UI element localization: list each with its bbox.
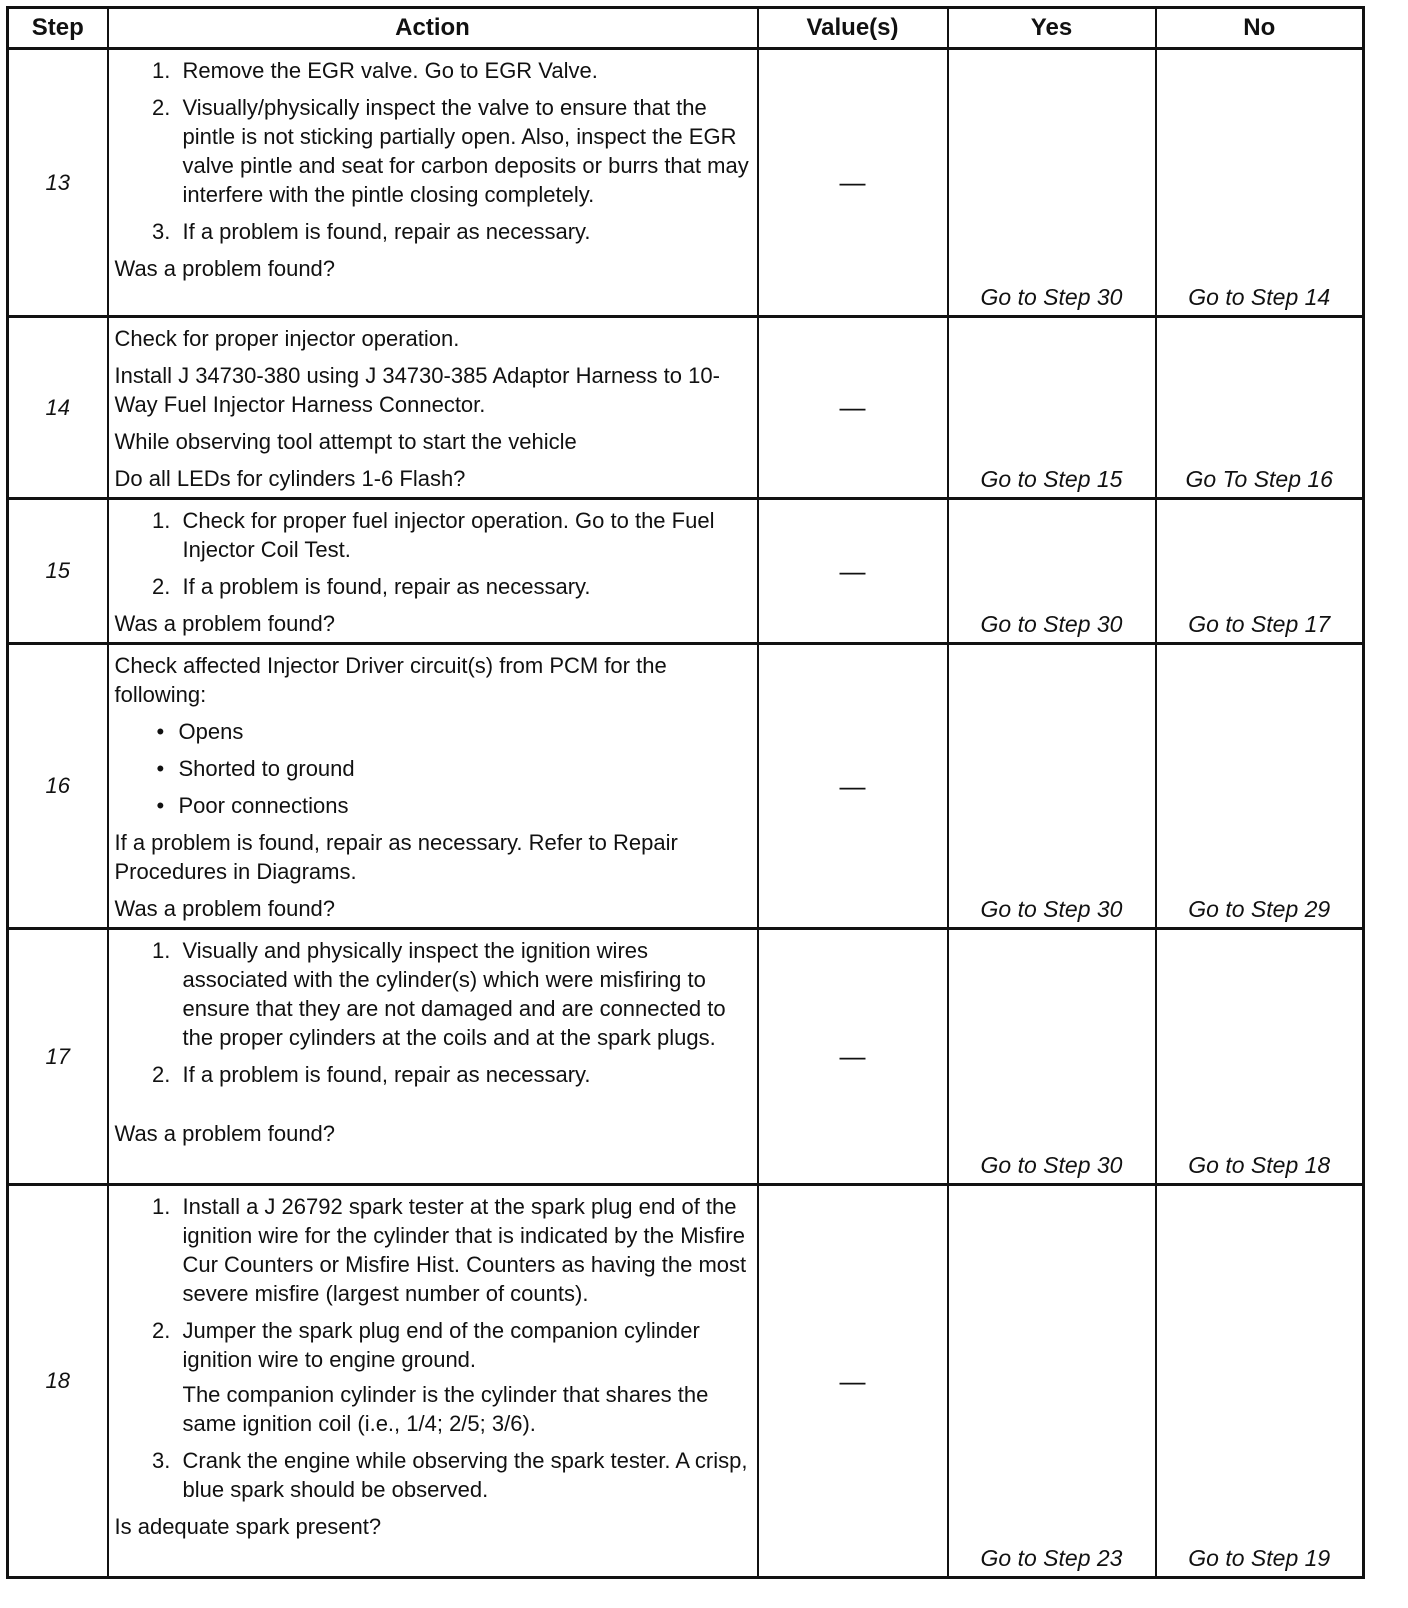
- action-item: 3. Crank the engine while observing the spark tester. A crisp, blue spark should be observed.: [177, 1446, 753, 1504]
- value-cell: —: [758, 499, 948, 644]
- action-item: 3. If a problem is found, repair as necessary.: [177, 217, 753, 246]
- action-text: Install J 34730-380 using J 34730-385 Adaptor Harness to 10-Way Fuel Injector Harness Connector.: [114, 363, 720, 417]
- no-link[interactable]: Go to Step 29: [1156, 644, 1364, 929]
- action-item: [177, 1316, 753, 1438]
- table-row-step-14: [8, 317, 1364, 499]
- action-list: [115, 936, 753, 1089]
- no-link[interactable]: Go to Step 17: [1156, 499, 1364, 644]
- table-row-step-18: [8, 1185, 1364, 1578]
- table-row-step-13: [8, 49, 1364, 317]
- header-values: Value(s): [758, 8, 948, 49]
- step-number: 15: [8, 499, 108, 644]
- step-number: 17: [8, 929, 108, 1185]
- action-text: Check affected Injector Driver circuit(s) from PCM for the following:: [114, 653, 667, 707]
- table-row-step-15: [8, 499, 1364, 644]
- value-cell: —: [758, 317, 948, 499]
- action-question: Was a problem found?: [114, 611, 336, 636]
- no-link[interactable]: Go to Step 18: [1156, 929, 1364, 1185]
- action-item: 1. Install a J 26792 spark tester at the spark plug end of the ignition wire for the cylinder that is indicated by the Misfire Cur Counters or Misfire Hist. Counters as having the most severe misfire (largest number of counts).: [177, 1192, 753, 1308]
- header-row: [8, 8, 1364, 49]
- yes-link[interactable]: Go to Step 23: [948, 1185, 1156, 1578]
- step-number: 13: [8, 49, 108, 317]
- action-item: 2. If a problem is found, repair as necessary.: [177, 572, 753, 601]
- no-link[interactable]: Go to Step 14: [1156, 49, 1364, 317]
- action-item: 1. Visually and physically inspect the ignition wires associated with the cylinder(s) which were misfiring to ensure that they are not damaged and are connected to the proper cylinders at the coils and at the spark plugs.: [177, 936, 753, 1052]
- action-item-text: 2. Jumper the spark plug end of the companion cylinder ignition wire to engine ground.: [182, 1318, 700, 1372]
- action-cell: [108, 317, 758, 499]
- no-link[interactable]: Go to Step 19: [1156, 1185, 1364, 1578]
- action-item: 2. Visually/physically inspect the valve to ensure that the pintle is not sticking partially open. Also, inspect the EGR valve pintle and seat for carbon deposits or burrs that may interfere with the pintle closing completely.: [177, 93, 753, 209]
- header-no: No: [1156, 8, 1364, 49]
- action-question: Is adequate spark present?: [114, 1514, 382, 1539]
- step-number: 18: [8, 1185, 108, 1578]
- action-item: 2. If a problem is found, repair as necessary.: [177, 1060, 753, 1089]
- action-cell: [108, 49, 758, 317]
- value-cell: —: [758, 929, 948, 1185]
- header-step: Step: [8, 8, 108, 49]
- step-number: 14: [8, 317, 108, 499]
- action-list: [115, 1192, 753, 1504]
- bullet-item: • Poor connections: [179, 791, 753, 820]
- table-row-step-17: [8, 929, 1364, 1185]
- yes-link[interactable]: Go to Step 30: [948, 49, 1156, 317]
- step-number: 16: [8, 644, 108, 929]
- yes-link[interactable]: Go to Step 30: [948, 644, 1156, 929]
- diagnostic-table: [6, 6, 1365, 1579]
- no-link[interactable]: Go To Step 16: [1156, 317, 1364, 499]
- action-cell: [108, 1185, 758, 1578]
- action-question: Was a problem found?: [114, 1121, 336, 1146]
- action-question: Was a problem found?: [114, 256, 336, 281]
- action-item: 1. Check for proper fuel injector operation. Go to the Fuel Injector Coil Test.: [177, 506, 753, 564]
- yes-link[interactable]: Go to Step 30: [948, 499, 1156, 644]
- header-yes: Yes: [948, 8, 1156, 49]
- yes-link[interactable]: Go to Step 15: [948, 317, 1156, 499]
- action-question: Do all LEDs for cylinders 1-6 Flash?: [114, 466, 466, 491]
- action-cell: [108, 644, 758, 929]
- action-bullets: [115, 717, 753, 820]
- action-cell: [108, 929, 758, 1185]
- action-item-note: The companion cylinder is the cylinder that shares the same ignition coil (i.e., 1/4; 2/5; 3/6).: [182, 1382, 709, 1436]
- action-item: 1. Remove the EGR valve. Go to EGR Valve.: [177, 56, 753, 85]
- value-cell: —: [758, 49, 948, 317]
- action-text: While observing tool attempt to start the vehicle: [114, 429, 577, 454]
- value-cell: —: [758, 644, 948, 929]
- action-list: [115, 56, 753, 246]
- action-text: Check for proper injector operation.: [114, 326, 460, 351]
- bullet-item: • Shorted to ground: [179, 754, 753, 783]
- action-list: [115, 506, 753, 601]
- value-cell: —: [758, 1185, 948, 1578]
- action-cell: [108, 499, 758, 644]
- table-row-step-16: [8, 644, 1364, 929]
- action-question: Was a problem found?: [114, 896, 336, 921]
- yes-link[interactable]: Go to Step 30: [948, 929, 1156, 1185]
- bullet-item: • Opens: [179, 717, 753, 746]
- header-action: Action: [108, 8, 758, 49]
- action-text: If a problem is found, repair as necessary. Refer to Repair Procedures in Diagrams.: [114, 830, 678, 884]
